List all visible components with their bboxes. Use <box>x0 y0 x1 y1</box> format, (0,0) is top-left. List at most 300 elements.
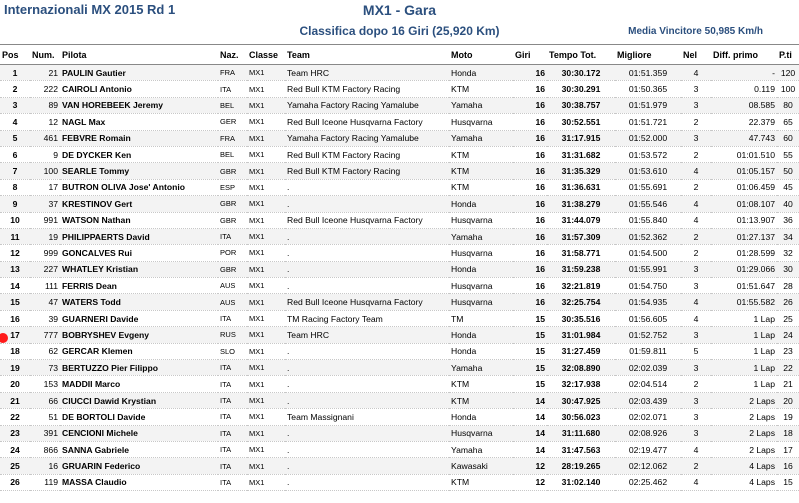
cell-rider: BUTRON OLIVA Jose' Antonio <box>60 179 218 195</box>
table-row <box>0 196 799 212</box>
cell-nat: FRA <box>218 65 247 81</box>
cell-num: 461 <box>30 130 60 146</box>
cell-team: . <box>285 360 449 376</box>
cell-laps: 16 <box>513 97 547 113</box>
cell-time: 31:38.279 <box>547 196 615 212</box>
table-row <box>0 392 799 408</box>
cell-pos: 6 <box>0 146 30 162</box>
cell-time: 32:21.819 <box>547 278 615 294</box>
cell-bike: TM <box>449 310 513 326</box>
cell-nat: SLO <box>218 343 247 359</box>
cell-rider: CENCIONI Michele <box>60 425 218 441</box>
cell-bike: Yamaha <box>449 360 513 376</box>
cell-cls: MX1 <box>247 376 285 392</box>
cell-pts: 20 <box>777 392 799 408</box>
cell-nel: 3 <box>681 97 711 113</box>
cell-bike: KTM <box>449 392 513 408</box>
table-row <box>0 441 799 457</box>
table-row <box>0 376 799 392</box>
col-header-best-lap: Nel <box>681 45 711 65</box>
cell-gap: 2 Laps <box>711 425 777 441</box>
cell-pts: 15 <box>777 474 799 490</box>
cell-pos: 26 <box>0 474 30 490</box>
cell-rider: WHATLEY Kristian <box>60 261 218 277</box>
cell-cls: MX1 <box>247 97 285 113</box>
cell-best: 01:53.572 <box>615 146 681 162</box>
cell-nel: 2 <box>681 458 711 474</box>
cell-nat: ITA <box>218 458 247 474</box>
col-header-points: P.ti <box>777 45 799 65</box>
cell-nel: 3 <box>681 81 711 97</box>
cell-num: 227 <box>30 261 60 277</box>
cell-rider: DE BORTOLI Davide <box>60 409 218 425</box>
cell-time: 30:56.023 <box>547 409 615 425</box>
cell-pos: 24 <box>0 441 30 457</box>
cell-laps: 14 <box>513 409 547 425</box>
cell-pts: 18 <box>777 425 799 441</box>
cell-pos: 17 <box>0 327 30 343</box>
cell-rider: PAULIN Gautier <box>60 65 218 81</box>
cell-nel: 2 <box>681 179 711 195</box>
cell-pts: 19 <box>777 409 799 425</box>
cell-time: 30:52.551 <box>547 114 615 130</box>
table-row <box>0 425 799 441</box>
cell-num: 119 <box>30 474 60 490</box>
cell-best: 01:51.359 <box>615 65 681 81</box>
col-header-pos: Pos <box>0 45 30 65</box>
cell-laps: 16 <box>513 163 547 179</box>
cell-pos: 19 <box>0 360 30 376</box>
cell-time: 28:19.265 <box>547 458 615 474</box>
cell-pos: 23 <box>0 425 30 441</box>
cell-rider: GERCAR Klemen <box>60 343 218 359</box>
table-row <box>0 81 799 97</box>
cell-nat: ITA <box>218 360 247 376</box>
cell-cls: MX1 <box>247 146 285 162</box>
cell-team: Team HRC <box>285 327 449 343</box>
cell-num: 39 <box>30 310 60 326</box>
cell-pts: 30 <box>777 261 799 277</box>
cell-bike: Husqvarna <box>449 212 513 228</box>
cell-laps: 16 <box>513 278 547 294</box>
table-header-row <box>0 45 799 65</box>
cell-nel: 4 <box>681 196 711 212</box>
cell-pts: 100 <box>777 81 799 97</box>
cell-nel: 4 <box>681 163 711 179</box>
cell-bike: Honda <box>449 261 513 277</box>
cell-cls: MX1 <box>247 458 285 474</box>
cell-laps: 16 <box>513 261 547 277</box>
cell-nat: GBR <box>218 212 247 228</box>
cell-nat: ESP <box>218 179 247 195</box>
cell-laps: 16 <box>513 130 547 146</box>
cell-rider: FEBVRE Romain <box>60 130 218 146</box>
cell-nel: 4 <box>681 474 711 490</box>
cell-pos: 1 <box>0 65 30 81</box>
cell-time: 31:59.238 <box>547 261 615 277</box>
cell-laps: 16 <box>513 212 547 228</box>
cell-gap: 1 Lap <box>711 327 777 343</box>
cell-best: 01:59.811 <box>615 343 681 359</box>
cell-pts: 17 <box>777 441 799 457</box>
table-row <box>0 179 799 195</box>
cell-nel: 3 <box>681 130 711 146</box>
cell-gap: 4 Laps <box>711 474 777 490</box>
cell-laps: 14 <box>513 441 547 457</box>
cell-pos: 25 <box>0 458 30 474</box>
cell-best: 01:55.691 <box>615 179 681 195</box>
cell-pos: 11 <box>0 228 30 244</box>
cell-nat: ITA <box>218 228 247 244</box>
col-header-class: Classe <box>247 45 285 65</box>
cell-nat: ITA <box>218 425 247 441</box>
results-table <box>0 44 799 491</box>
cell-num: 777 <box>30 327 60 343</box>
cell-best: 02:12.062 <box>615 458 681 474</box>
cell-pts: 25 <box>777 310 799 326</box>
race-title: MX1 - Gara <box>362 2 437 18</box>
cell-laps: 16 <box>513 196 547 212</box>
cell-pos: 16 <box>0 310 30 326</box>
cell-laps: 14 <box>513 392 547 408</box>
cell-team: . <box>285 425 449 441</box>
cell-rider: KRESTINOV Gert <box>60 196 218 212</box>
cell-best: 02:04.514 <box>615 376 681 392</box>
cell-nat: ITA <box>218 376 247 392</box>
cell-team: TM Racing Factory Team <box>285 310 449 326</box>
cell-pts: 60 <box>777 130 799 146</box>
cell-pts: 55 <box>777 146 799 162</box>
cell-best: 02:02.039 <box>615 360 681 376</box>
table-row <box>0 278 799 294</box>
cell-team: Red Bull Iceone Husqvarna Factory <box>285 114 449 130</box>
cell-gap: 4 Laps <box>711 458 777 474</box>
cell-best: 01:52.000 <box>615 130 681 146</box>
cell-gap: 2 Laps <box>711 441 777 457</box>
cell-bike: Honda <box>449 196 513 212</box>
cell-bike: Honda <box>449 327 513 343</box>
cell-team: Yamaha Factory Racing Yamalube <box>285 130 449 146</box>
table-row <box>0 474 799 490</box>
table-row <box>0 130 799 146</box>
col-header-gap: Diff. primo <box>711 45 777 65</box>
cell-bike: Yamaha <box>449 228 513 244</box>
race-subtitle: Classifica dopo 16 Giri (25,920 Km) <box>299 24 500 38</box>
cell-best: 02:25.462 <box>615 474 681 490</box>
table-row <box>0 261 799 277</box>
cell-cls: MX1 <box>247 278 285 294</box>
cell-laps: 16 <box>513 65 547 81</box>
cell-cls: MX1 <box>247 360 285 376</box>
cell-nat: GBR <box>218 261 247 277</box>
cell-nat: BEL <box>218 146 247 162</box>
table-row <box>0 360 799 376</box>
cell-nel: 3 <box>681 278 711 294</box>
col-header-laps: Giri <box>513 45 547 65</box>
cell-pos: 14 <box>0 278 30 294</box>
cell-pts: 36 <box>777 212 799 228</box>
cell-pts: 50 <box>777 163 799 179</box>
cell-team: Red Bull KTM Factory Racing <box>285 81 449 97</box>
cell-laps: 15 <box>513 376 547 392</box>
cell-team: . <box>285 261 449 277</box>
cell-team: . <box>285 343 449 359</box>
cell-num: 16 <box>30 458 60 474</box>
cell-cls: MX1 <box>247 179 285 195</box>
table-row <box>0 343 799 359</box>
cell-rider: GONCALVES Rui <box>60 245 218 261</box>
cell-nel: 2 <box>681 376 711 392</box>
cell-best: 01:51.721 <box>615 114 681 130</box>
cell-gap: - <box>711 65 777 81</box>
cell-bike: Husqvarna <box>449 294 513 310</box>
cell-num: 19 <box>30 228 60 244</box>
cell-pts: 32 <box>777 245 799 261</box>
cell-num: 66 <box>30 392 60 408</box>
cell-nel: 3 <box>681 425 711 441</box>
cell-nat: GBR <box>218 163 247 179</box>
cell-pos: 5 <box>0 130 30 146</box>
cell-laps: 16 <box>513 146 547 162</box>
cell-team: . <box>285 474 449 490</box>
cell-pts: 34 <box>777 228 799 244</box>
cell-nel: 2 <box>681 114 711 130</box>
cell-pts: 16 <box>777 458 799 474</box>
cell-nat: ITA <box>218 409 247 425</box>
cell-nat: ITA <box>218 441 247 457</box>
cell-time: 30:30.291 <box>547 81 615 97</box>
cell-gap: 01:06.459 <box>711 179 777 195</box>
cell-num: 991 <box>30 212 60 228</box>
cell-laps: 16 <box>513 245 547 261</box>
cell-nel: 3 <box>681 327 711 343</box>
cell-laps: 12 <box>513 474 547 490</box>
cell-team: . <box>285 458 449 474</box>
cell-rider: NAGL Max <box>60 114 218 130</box>
cell-num: 51 <box>30 409 60 425</box>
cell-num: 100 <box>30 163 60 179</box>
col-header-bike: Moto <box>449 45 513 65</box>
cell-num: 12 <box>30 114 60 130</box>
cell-laps: 16 <box>513 228 547 244</box>
cell-laps: 16 <box>513 114 547 130</box>
table-row <box>0 228 799 244</box>
cell-time: 31:11.680 <box>547 425 615 441</box>
col-header-num: Num. <box>30 45 60 65</box>
cell-best: 01:51.979 <box>615 97 681 113</box>
cell-nel: 4 <box>681 65 711 81</box>
cell-rider: CAIROLI Antonio <box>60 81 218 97</box>
cell-time: 31:35.329 <box>547 163 615 179</box>
cell-nat: AUS <box>218 278 247 294</box>
cell-cls: MX1 <box>247 245 285 261</box>
cell-gap: 01:51.647 <box>711 278 777 294</box>
cell-num: 89 <box>30 97 60 113</box>
cell-num: 17 <box>30 179 60 195</box>
cell-gap: 01:27.137 <box>711 228 777 244</box>
cell-team: Team HRC <box>285 65 449 81</box>
cell-gap: 08.585 <box>711 97 777 113</box>
cell-best: 01:56.605 <box>615 310 681 326</box>
cell-time: 31:01.984 <box>547 327 615 343</box>
cell-rider: WATERS Todd <box>60 294 218 310</box>
cell-cls: MX1 <box>247 114 285 130</box>
cell-nel: 4 <box>681 310 711 326</box>
cell-nel: 2 <box>681 228 711 244</box>
cell-pos: 4 <box>0 114 30 130</box>
cell-bike: Yamaha <box>449 441 513 457</box>
cell-pts: 26 <box>777 294 799 310</box>
cell-best: 01:52.362 <box>615 228 681 244</box>
cell-time: 30:30.172 <box>547 65 615 81</box>
cell-time: 30:47.925 <box>547 392 615 408</box>
cell-rider: BERTUZZO Pier Filippo <box>60 360 218 376</box>
table-row <box>0 294 799 310</box>
cell-best: 02:02.071 <box>615 409 681 425</box>
cell-team: . <box>285 245 449 261</box>
cell-gap: 0.119 <box>711 81 777 97</box>
cell-laps: 14 <box>513 425 547 441</box>
event-title: Internazionali MX 2015 Rd 1 <box>4 2 176 17</box>
cell-gap: 47.743 <box>711 130 777 146</box>
cell-cls: MX1 <box>247 196 285 212</box>
cell-gap: 01:08.107 <box>711 196 777 212</box>
cell-pos: 3 <box>0 97 30 113</box>
cell-rider: SEARLE Tommy <box>60 163 218 179</box>
cell-pts: 40 <box>777 196 799 212</box>
cell-pos: 15 <box>0 294 30 310</box>
winner-average-speed: Media Vincitore 50,985 Km/h <box>628 26 763 37</box>
cell-time: 31:44.079 <box>547 212 615 228</box>
cell-team: Yamaha Factory Racing Yamalube <box>285 97 449 113</box>
cell-rider: CIUCCI Dawid Krystian <box>60 392 218 408</box>
cell-rider: PHILIPPAERTS David <box>60 228 218 244</box>
cell-num: 37 <box>30 196 60 212</box>
cell-cls: MX1 <box>247 409 285 425</box>
cell-pos: 18 <box>0 343 30 359</box>
results-body <box>0 65 799 491</box>
cell-cls: MX1 <box>247 425 285 441</box>
cell-time: 31:57.309 <box>547 228 615 244</box>
cell-bike: Honda <box>449 343 513 359</box>
cell-gap: 01:05.157 <box>711 163 777 179</box>
cell-pts: 65 <box>777 114 799 130</box>
cell-pts: 24 <box>777 327 799 343</box>
cell-best: 01:55.546 <box>615 196 681 212</box>
cell-gap: 1 Lap <box>711 360 777 376</box>
cell-rider: MADDII Marco <box>60 376 218 392</box>
table-row <box>0 114 799 130</box>
cell-team: . <box>285 278 449 294</box>
cell-num: 222 <box>30 81 60 97</box>
col-header-best: Migliore <box>615 45 681 65</box>
col-header-total-time: Tempo Tot. <box>547 45 615 65</box>
cell-nat: GER <box>218 114 247 130</box>
cell-team: . <box>285 441 449 457</box>
cell-pos: 20 <box>0 376 30 392</box>
cell-num: 866 <box>30 441 60 457</box>
cell-best: 01:55.991 <box>615 261 681 277</box>
cell-laps: 12 <box>513 458 547 474</box>
cell-rider: GRUARIN Federico <box>60 458 218 474</box>
cell-rider: DE DYCKER Ken <box>60 146 218 162</box>
cell-rider: WATSON Nathan <box>60 212 218 228</box>
cell-gap: 01:01.510 <box>711 146 777 162</box>
cell-num: 9 <box>30 146 60 162</box>
cell-nat: AUS <box>218 294 247 310</box>
cell-gap: 22.379 <box>711 114 777 130</box>
cell-nel: 3 <box>681 360 711 376</box>
cell-pos: 7 <box>0 163 30 179</box>
cell-best: 02:19.477 <box>615 441 681 457</box>
cell-nat: GBR <box>218 196 247 212</box>
cell-pos: 13 <box>0 261 30 277</box>
cell-nel: 2 <box>681 245 711 261</box>
cell-laps: 16 <box>513 294 547 310</box>
cell-cls: MX1 <box>247 343 285 359</box>
cell-team: . <box>285 392 449 408</box>
table-row <box>0 65 799 81</box>
cell-bike: KTM <box>449 81 513 97</box>
cell-time: 31:36.631 <box>547 179 615 195</box>
cell-cls: MX1 <box>247 163 285 179</box>
cell-pts: 22 <box>777 360 799 376</box>
table-row <box>0 310 799 326</box>
cell-bike: KTM <box>449 163 513 179</box>
cell-bike: Yamaha <box>449 130 513 146</box>
cell-cls: MX1 <box>247 441 285 457</box>
cell-gap: 01:13.907 <box>711 212 777 228</box>
col-header-team: Team <box>285 45 449 65</box>
cell-time: 31:31.682 <box>547 146 615 162</box>
cell-best: 01:53.610 <box>615 163 681 179</box>
cell-team: Red Bull Iceone Husqvarna Factory <box>285 294 449 310</box>
cell-gap: 01:28.599 <box>711 245 777 261</box>
col-header-rider: Pilota <box>60 45 218 65</box>
cell-num: 21 <box>30 65 60 81</box>
cell-best: 01:52.752 <box>615 327 681 343</box>
cell-cls: MX1 <box>247 310 285 326</box>
cell-rider: VAN HOREBEEK Jeremy <box>60 97 218 113</box>
cell-pos: 12 <box>0 245 30 261</box>
cell-pts: 80 <box>777 97 799 113</box>
cell-nat: FRA <box>218 130 247 146</box>
cell-pos: 9 <box>0 196 30 212</box>
table-row <box>0 327 799 343</box>
cell-nel: 3 <box>681 409 711 425</box>
cell-gap: 2 Laps <box>711 409 777 425</box>
cell-gap: 2 Laps <box>711 392 777 408</box>
cell-num: 153 <box>30 376 60 392</box>
cell-nat: BEL <box>218 97 247 113</box>
table-row <box>0 163 799 179</box>
cell-bike: KTM <box>449 146 513 162</box>
table-row <box>0 458 799 474</box>
cell-rider: FERRIS Dean <box>60 278 218 294</box>
cell-pts: 21 <box>777 376 799 392</box>
cell-laps: 15 <box>513 310 547 326</box>
cell-cls: MX1 <box>247 81 285 97</box>
cell-cls: MX1 <box>247 130 285 146</box>
table-row <box>0 97 799 113</box>
cell-gap: 1 Lap <box>711 310 777 326</box>
cell-best: 02:08.926 <box>615 425 681 441</box>
cell-bike: Husqvarna <box>449 425 513 441</box>
cell-pos: 2 <box>0 81 30 97</box>
cell-pos: 22 <box>0 409 30 425</box>
table-row <box>0 212 799 228</box>
table-row <box>0 146 799 162</box>
